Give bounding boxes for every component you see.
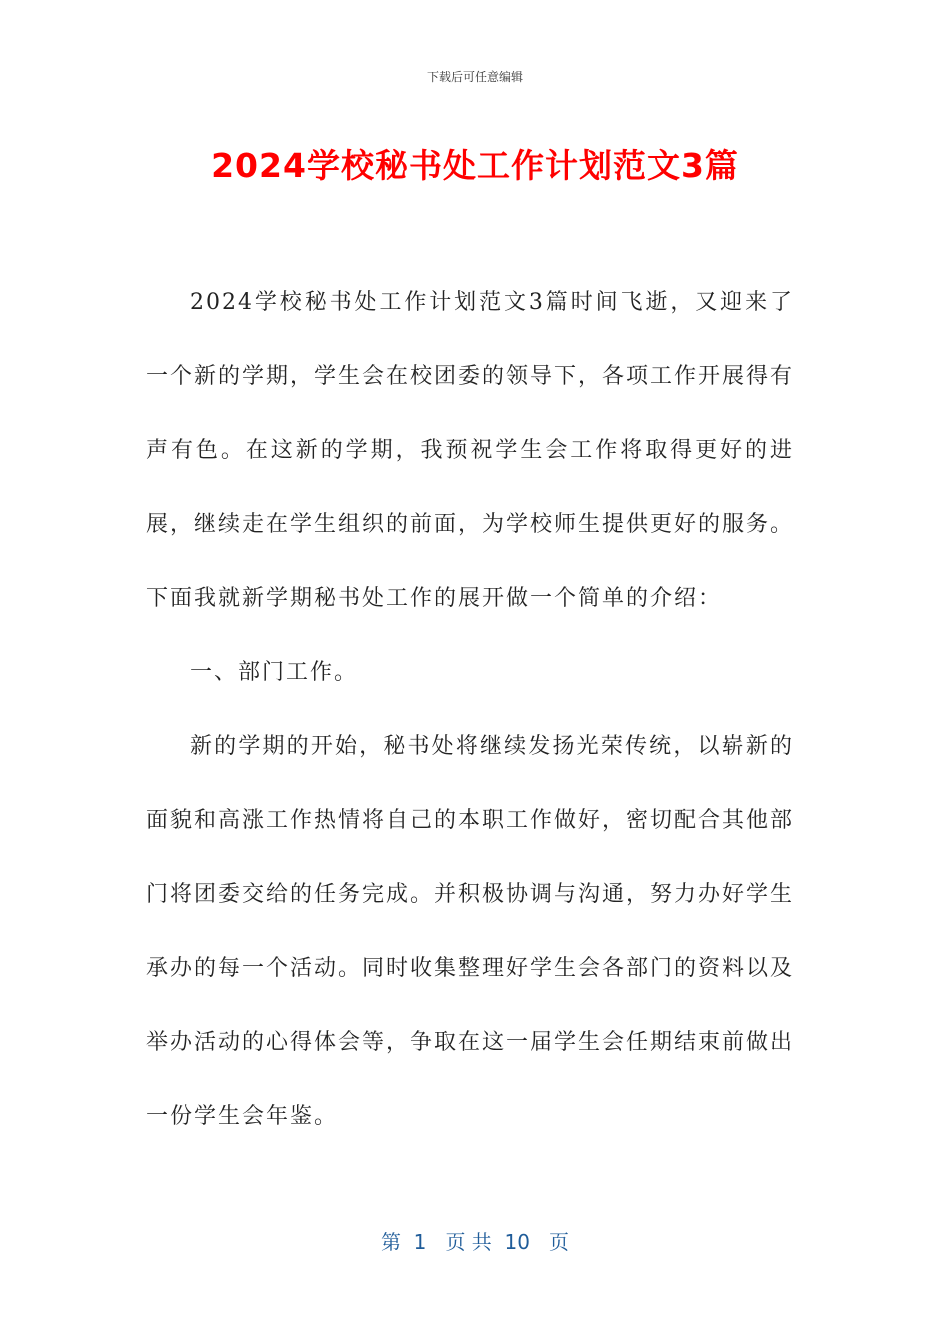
page-number-footer: 第 1 页 共 10 页: [380, 1230, 570, 1254]
paragraph-department-work: 新的学期的开始，秘书处将继续发扬光荣传统，以崭新的面貌和高涨工作热情将自己的本职工作做好，密切配合其他部门将团委交给的任务完成。并积极协调与沟通，努力办好学生承办的每一个活动。同时收集整理好学生会各部门的资料以及举办活动的心得体会等，争取在这一届学生会任期结束前做出一份学生会年鉴。: [146, 734, 795, 1129]
paragraph-section-heading: 一、部门工作。: [190, 660, 359, 685]
header-note: 下载后可任意编辑: [426, 70, 523, 84]
paragraph-intro: 2024学校秘书处工作计划范文3篇时间飞逝，又迎来了一个新的学期，学生会在校团委的领导下，各项工作开展得有声有色。在这新的学期，我预祝学生会工作将取得更好的进展，继续走在学生组织的前面，为学校师生提供更好的服务。下面我就新学期秘书处工作的展开做一个简单的介绍：: [146, 290, 795, 611]
document-body: [146, 266, 794, 1154]
document-title: 2024学校秘书处工作计划范文3篇: [211, 146, 739, 185]
